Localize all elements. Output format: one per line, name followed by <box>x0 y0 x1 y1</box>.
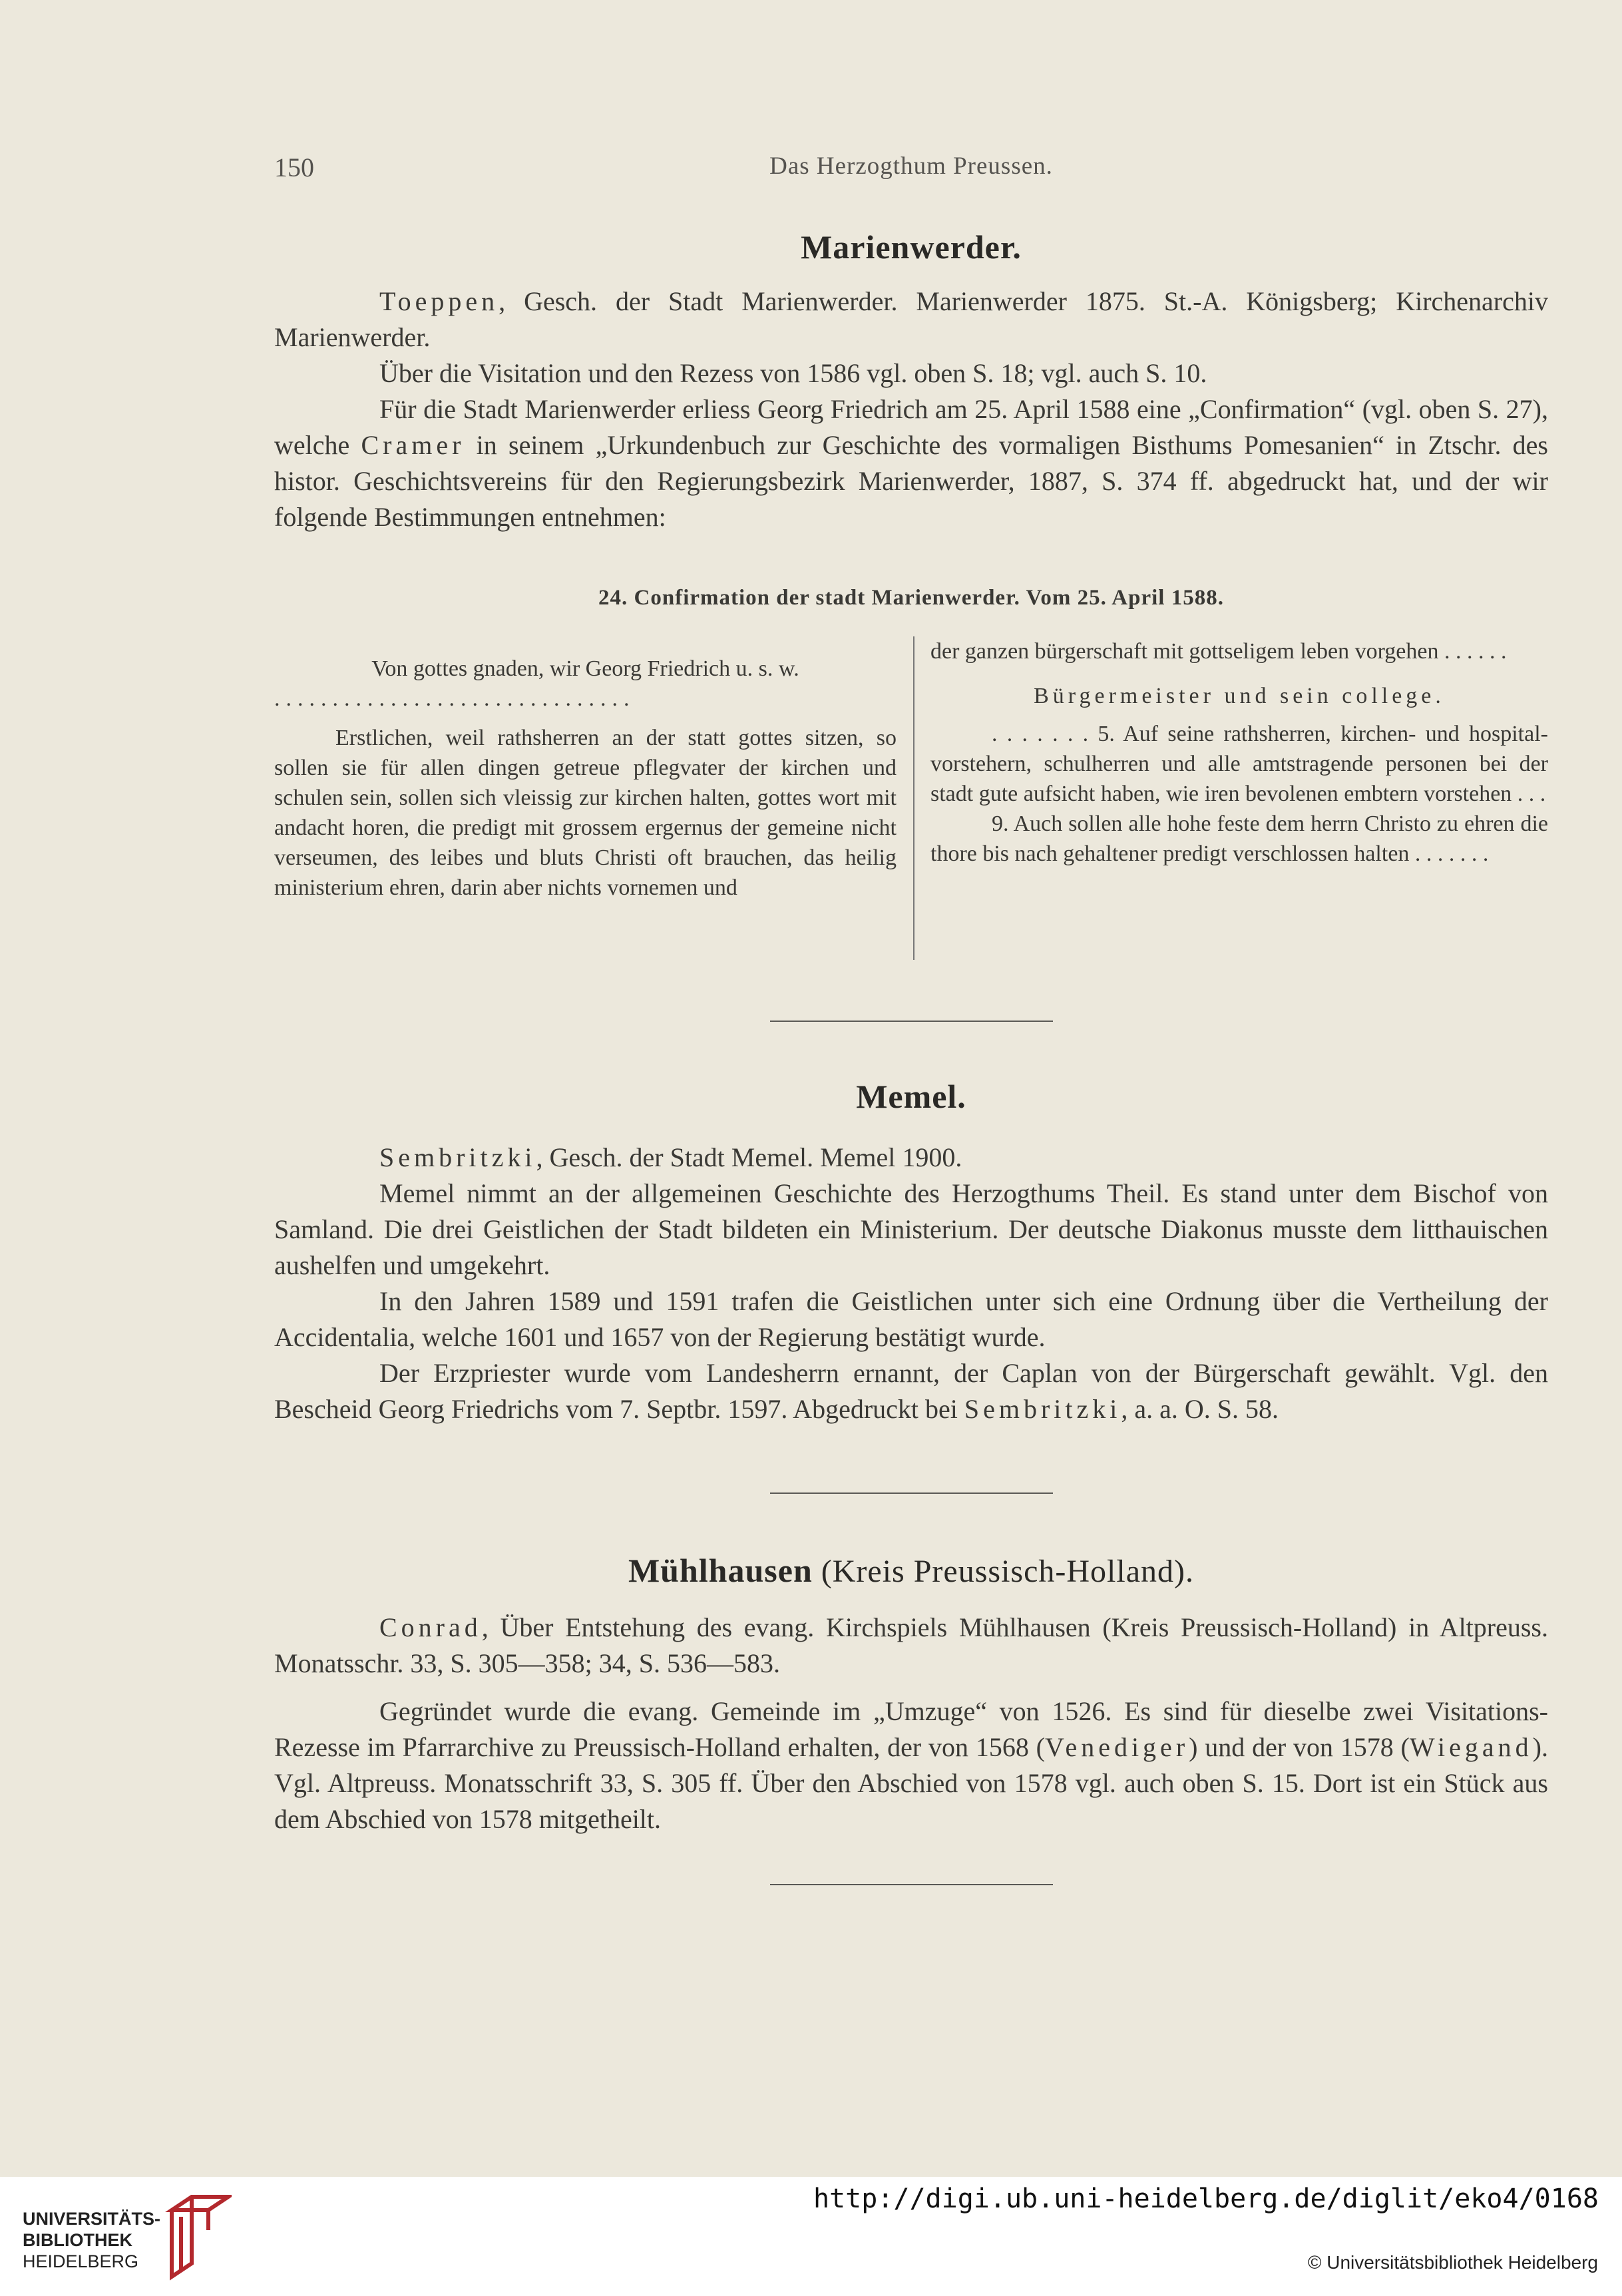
running-title: Das Herzogthum Preussen. <box>769 152 1053 180</box>
paragraph-text: ). Vgl. Altpreuss. Monatsschrift 33, S. 305 ff. Über den Abschied von 1578 vgl. auch oben S. 15. Dort ist ein Stück aus dem Abschied von 1578 mitgetheilt. <box>274 1732 1548 1834</box>
paragraph-text: ) und der von 1578 ( <box>1189 1732 1410 1762</box>
author-name: Conrad <box>379 1612 482 1642</box>
paragraph: Über die Visitation und den Rezess von 1586 vgl. oben S. 18; vgl. auch S. 10. <box>379 358 1207 388</box>
excerpt-text: der ganzen bürgerschaft mit gottseligem leben vorgehen . . . . . . <box>930 639 1507 664</box>
ellipsis-line: ............................... <box>274 686 636 711</box>
paragraph-text: Für die Stadt Marienwerder erliess Georg Friedrich am 25. April 1588 eine „Confirmation“ (vgl. oben S. 27), welche <box>274 394 1548 460</box>
excerpt-item: . . . . . . . 5. Auf seine rathsherren, kirchen- und hospital-vorstehern, schulherren und alle amtstragende personen bei der stadt gute aufsicht haben, wie iren bevolenen embtern vorstehen . . . <box>930 722 1548 806</box>
paragraph <box>274 1610 1548 1682</box>
logo-text-line2: BIBLIOTHEK <box>23 2230 132 2250</box>
paragraph-text: , Gesch. der Stadt Memel. Memel 1900. <box>536 1142 962 1172</box>
section-rule <box>770 1884 1053 1885</box>
section-title-memel: Memel. <box>856 1078 966 1115</box>
logo-text-line1: UNIVERSITÄTS- <box>23 2209 161 2229</box>
section-memel <box>274 1077 1548 1116</box>
excerpt-item: 9. Auch sollen alle hohe feste dem herrn Christo zu ehren die thore bis nach gehaltener predigt verschlossen halten . . . . . . . <box>930 811 1548 866</box>
section-rule <box>770 1021 1053 1022</box>
signature-line: Bürgermeister und sein college. <box>1034 684 1445 708</box>
paragraph <box>274 284 1548 355</box>
copyright-notice: © Universitätsbibliothek Heidelberg <box>1307 2252 1598 2273</box>
paragraph <box>274 1355 1548 1427</box>
author-name: Wiegand <box>1409 1732 1533 1762</box>
paragraph-text: Gegründet wurde die evang. Gemeinde im „Umzuge“ von 1526. Es sind für dieselbe zwei Visitations-Rezesse im Pfarrarchive zu Preussisch-Holland erhalten, der von 1568 ( <box>274 1696 1548 1762</box>
paragraph <box>274 1140 1548 1176</box>
author-name: Sembritzki <box>964 1394 1121 1424</box>
section-muehlhausen <box>274 1551 1548 1590</box>
column-divider <box>913 636 914 960</box>
section-title-muehlhausen <box>274 1551 1548 1590</box>
paragraph-text: , Gesch. der Stadt Marienwerder. Marienwerder 1875. St.-A. Königsberg; Kirchenarchiv Marienwerder. <box>274 286 1548 352</box>
paragraph-text: in seinem „Urkundenbuch zur Geschichte des vormaligen Bisthums Pomesanien“ in Ztschr. des histor. Geschichtsvereins für den Regierungsbezirk Marienwerder, 1887, S. 374 ff. abgedruckt hat, und der wir folgende Bestimmungen entnehmen: <box>274 430 1548 532</box>
running-head <box>274 152 1548 192</box>
muehlhausen-text <box>274 1610 1548 1837</box>
memel-text <box>274 1140 1548 1427</box>
section-title-marienwerder: Marienwerder. <box>801 228 1022 266</box>
author-name: Venediger <box>1044 1732 1189 1762</box>
title-main: Mühlhausen <box>628 1552 813 1589</box>
two-column-excerpt <box>274 636 1548 960</box>
excerpt-text: Erstlichen, weil rathsherren an der statt gottes sitzen, so sollen sie für allen dingen getreue pflegvater der kirchen und schulen sein, sollen sich vleissig zur kirchen halten, gottes wort mit andacht horen, die predigt mit grossem ergernus der gemeine nicht verseumen, des leibes und bluts Christi oft brauchen, das heilig ministerium ehren, darin aber nichts vornemen und <box>274 726 897 900</box>
logo-text-line3: HEIDELBERG <box>23 2251 139 2271</box>
page-number: 150 <box>274 152 314 182</box>
marienwerder-text <box>274 284 1548 535</box>
paragraph: In den Jahren 1589 und 1591 trafen die Geistlichen unter sich eine Ordnung über die Vertheilung der Accidentalia, welche 1601 und 1657 von der Regierung bestätigt wurde. <box>274 1286 1548 1352</box>
paragraph <box>274 1694 1548 1837</box>
section-rule <box>770 1492 1053 1494</box>
section-marienwerder <box>274 228 1548 266</box>
left-column <box>274 636 897 903</box>
paragraph: Memel nimmt an der allgemeinen Geschichte des Herzogthums Theil. Es stand unter dem Bischof von Samland. Die drei Geistlichen der Stadt bildeten ein Ministerium. Der deutsche Diakonus musste dem litthauischen aushelfen und umgekehrt. <box>274 1178 1548 1280</box>
library-emblem-icon <box>165 2190 232 2283</box>
excerpt-intro: Von gottes gnaden, wir Georg Friedrich u. s. w. <box>371 656 799 681</box>
author-name: Sembritzki <box>379 1142 536 1172</box>
title-sub: (Kreis Preussisch-Holland). <box>812 1554 1194 1589</box>
paragraph <box>274 391 1548 535</box>
author-name: Cramer <box>361 430 465 460</box>
author-name: Toeppen <box>379 286 499 316</box>
permalink-url[interactable]: http://digi.ub.uni-heidelberg.de/diglit/eko4/0168 <box>813 2183 1599 2214</box>
paragraph-text: , Über Entstehung des evang. Kirchspiels Mühlhausen (Kreis Preussisch-Holland) in Altpreuss. Monatsschr. 33, S. 305—358; 34, S. 536—583. <box>274 1612 1548 1678</box>
paragraph-text: Der Erzpriester wurde vom Landesherrn ernannt, der Caplan von der Bürgerschaft gewählt. Vgl. den Bescheid Georg Friedrichs vom 7. Septbr. 1597. Abgedruckt bei <box>274 1358 1548 1424</box>
library-logo[interactable] <box>23 2187 236 2287</box>
right-column <box>930 636 1548 869</box>
paragraph-text: , a. a. O. S. 58. <box>1121 1394 1279 1424</box>
document-heading: 24. Confirmation der stadt Marienwerder. Vom 25. April 1588. <box>598 586 1224 610</box>
